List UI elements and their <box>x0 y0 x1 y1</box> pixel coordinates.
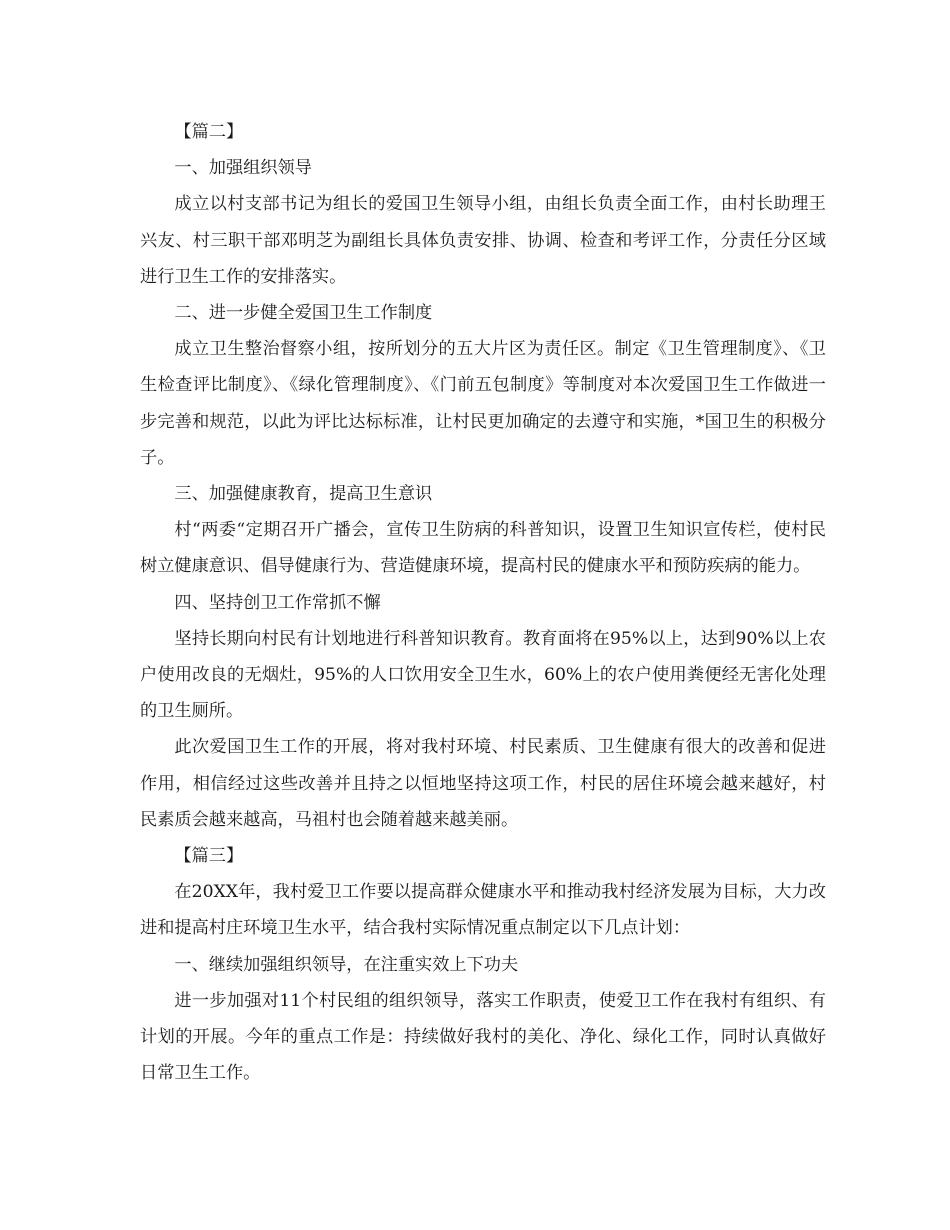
paragraph-annual-goal: 在20XX年，我村爱卫工作要以提高群众健康水平和推动我村经济发展为目标，大力改进和提高村庄环境卫生水平，结合我村实际情况重点制定以下几点计划： <box>140 882 826 939</box>
heading-health-system: 二、进一步健全爱国卫生工作制度 <box>174 303 433 324</box>
paragraph-villager-groups: 进一步加强对11个村民组的组织领导，落实工作职责，使爱卫工作在我村有组织、有计划的开展。今年的重点工作是：持续做好我村的美化、净化、绿化工作，同时认真做好日常卫生工作。 <box>140 990 826 1084</box>
heading-strengthen-leadership: 一、加强组织领导 <box>174 158 312 179</box>
paragraph-supervision-group: 成立卫生整治督察小组，按所划分的五大片区为责任区。制定《卫生管理制度》、《卫生检查评比制度》、《绿化管理制度》、《门前五包制度》等制度对本次爱国卫生工作做进一步完善和规范，以此为评比达标标准，让村民更加确定的去遵守和实施，*国卫生的积极分子。 <box>140 339 826 468</box>
paragraph-science-education: 坚持长期向村民有计划地进行科普知识教育。教育面将在95%以上，达到90%以上农户使用改良的无烟灶，95%的人口饮用安全卫生水，60%上的农户使用粪便经无害化处理的卫生厕所。 <box>140 628 826 722</box>
paragraph-leadership-group: 成立以村支部书记为组长的爱国卫生领导小组，由组长负责全面工作，由村长助理王兴友、村三职干部邓明芝为副组长具体负责安排、协调、检查和考评工作，分责任分区域进行卫生工作的安排落实。 <box>140 194 826 287</box>
section-heading-part-two: 【篇二】 <box>174 122 244 142</box>
heading-continue-leadership: 一、继续加强组织领导，在注重实效上下功夫 <box>174 954 519 975</box>
heading-health-education: 三、加强健康教育，提高卫生意识 <box>174 484 433 505</box>
paragraph-broadcast-meetings: 村“两委“定期召开广播会，宣传卫生防病的科普知识，设置卫生知识宣传栏，使村民树立健康意识、倡导健康行为、营造健康环境，提高村民的健康水平和预防疾病的能力。 <box>140 520 826 577</box>
paragraph-conclusion: 此次爱国卫生工作的开展，将对我村环境、村民素质、卫生健康有很大的改善和促进作用，相信经过这些改善并且持之以恒地坚持这项工作，村民的居住环境会越来越好，村民素质会越来越高，马祖村也会随着越来越美丽。 <box>140 737 826 830</box>
document-body <box>140 114 826 1091</box>
section-heading-part-three: 【篇三】 <box>174 846 244 867</box>
heading-persist-work: 四、坚持创卫工作常抓不懈 <box>174 592 381 613</box>
